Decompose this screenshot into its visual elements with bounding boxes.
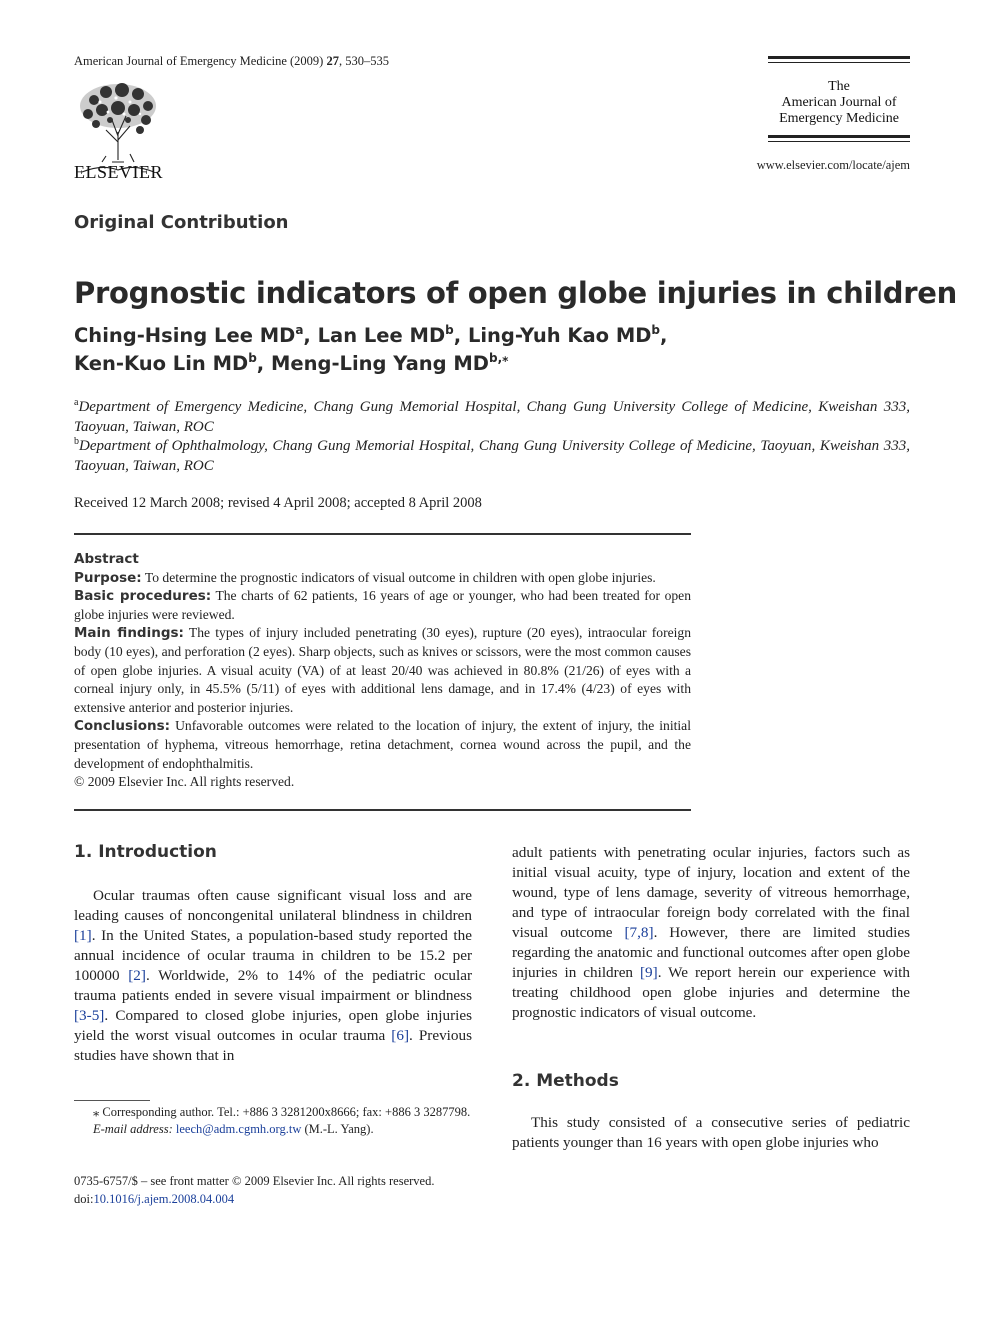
right-column bbox=[512, 843, 910, 1153]
doi-link[interactable]: 10.1016/j.ajem.2008.04.004 bbox=[93, 1191, 235, 1206]
author-name[interactable]: Ling-Yuh Kao MD bbox=[467, 324, 652, 347]
masthead-rule bbox=[768, 141, 910, 142]
email-note bbox=[74, 1121, 472, 1138]
section-heading-methods: 2. Methods bbox=[512, 1071, 619, 1091]
abstract-label: Main findings: bbox=[74, 625, 184, 642]
section-heading-introduction: 1. Introduction bbox=[74, 842, 217, 862]
publisher-logo-text: ELSEVIER bbox=[74, 162, 163, 182]
author-affiliation-mark: a bbox=[295, 323, 304, 337]
doi-label: doi: bbox=[74, 1191, 94, 1206]
citation-link[interactable]: [2] bbox=[128, 967, 146, 984]
intro-paragraph bbox=[74, 886, 472, 1066]
citation-link[interactable]: [3-5] bbox=[74, 1007, 105, 1024]
affiliation-text: Department of Emergency Medicine, Chang Gung Memorial Hospital, Chang Gung University College of Medicine, Kweishan 333, Taoyuan, Taiwan, ROC bbox=[74, 399, 910, 435]
abstract-bottom-rule bbox=[74, 809, 691, 811]
email-link[interactable]: leech@adm.cgmh.org.tw bbox=[175, 1121, 302, 1136]
issn-line: 0735-6757/$ – see front matter © 2009 Elsevier Inc. All rights reserved. bbox=[74, 1174, 435, 1188]
body-text: . However, there are limited studies regarding the anatomic and functional outcomes after open globe injuries in children bbox=[512, 924, 910, 981]
abstract-label: Purpose: bbox=[74, 569, 142, 586]
body-text: adult patients with penetrating ocular injuries, factors such as initial visual acuity, type of injury, location and extent of the wound, type of lens damage, severity of vitreous hemorrhage, and type of intraocular foreign body correlated with the final visual outcome bbox=[512, 844, 910, 941]
author-name[interactable]: Ching-Hsing Lee MD bbox=[74, 324, 296, 347]
author-separator: , bbox=[660, 324, 668, 347]
citation-link[interactable]: [7,8] bbox=[624, 924, 654, 941]
corresponding-author-note: ⁎ Corresponding author. Tel.: +886 3 3281200x8666; fax: +886 3 3287798. bbox=[93, 1105, 471, 1119]
author-separator: , bbox=[256, 352, 271, 375]
abstract-findings bbox=[74, 624, 691, 717]
body-text: . Worldwide, 2% to 14% of the pediatric ocular trauma patients ended in severe visual impairment or blindness bbox=[74, 967, 472, 1004]
email-suffix: (M.-L. Yang). bbox=[301, 1121, 374, 1136]
affiliation bbox=[74, 398, 910, 437]
author-name[interactable]: Meng-Ling Yang MD bbox=[270, 352, 489, 375]
abstract-text: Unfavorable outcomes were related to the location of injury, the extent of injury, the initial presentation of hyphema, vitreous hemorrhage, retina detachment, cornea wound across the pupil, and the development of endophthalmitis. bbox=[74, 718, 691, 771]
author-name[interactable]: Ken-Kuo Lin MD bbox=[74, 352, 249, 375]
body-text: . Compared to closed globe injuries, open globe injuries yield the worst visual outcomes in ocular trauma bbox=[74, 1007, 472, 1044]
journal-citation bbox=[74, 54, 389, 69]
front-matter bbox=[74, 1173, 474, 1208]
abstract-text: The types of injury included penetrating (30 eyes), rupture (20 eyes), intraocular foreign body (10 eyes), and perforation (2 eyes). Sharp objects, such as knives or scissors, were the most common causes of open globe injuries. A visual acuity (VA) of at least 20/40 was achieved in 80.8% (21/26) of eyes with a corneal injury only, in 45.5% (5/11) of eyes with additional lens damage, and in 17.4% (4/23) of eyes with extensive anterior and posterior injuries. bbox=[74, 625, 691, 715]
author-separator: , bbox=[303, 324, 318, 347]
journal-url[interactable]: www.elsevier.com/locate/ajem bbox=[756, 158, 910, 172]
author-separator: , bbox=[453, 324, 468, 347]
abstract-procedures bbox=[74, 587, 691, 624]
author-affiliation-mark: b bbox=[248, 351, 257, 365]
footnote bbox=[74, 1104, 472, 1137]
left-column bbox=[74, 842, 472, 1066]
body-text: . We report herein our experience with treating childhood open globe injuries and determine the prognostic indicators of visual outcome. bbox=[512, 964, 910, 1021]
body-text: Ocular traumas often cause significant visual loss and are leading causes of noncongenital unilateral blindness in children bbox=[74, 887, 472, 924]
author-name[interactable]: Lan Lee MD bbox=[317, 324, 446, 347]
journal-title-line: American Journal of bbox=[781, 95, 897, 110]
email-label: E-mail address: bbox=[93, 1121, 173, 1136]
abstract-copyright: © 2009 Elsevier Inc. All rights reserved. bbox=[74, 774, 295, 790]
abstract-label: Conclusions: bbox=[74, 718, 171, 735]
journal-title bbox=[768, 63, 910, 135]
doi-line bbox=[74, 1191, 474, 1209]
methods-paragraph: This study consisted of a consecutive series of pediatric patients younger than 16 years with open globe injuries who bbox=[512, 1114, 910, 1151]
author-affiliation-mark: b bbox=[651, 323, 661, 337]
citation-link[interactable]: [9] bbox=[639, 964, 658, 981]
journal-title-line: Emergency Medicine bbox=[779, 111, 899, 126]
author-list bbox=[74, 322, 834, 378]
abstract-label: Basic procedures: bbox=[74, 588, 212, 605]
citation-journal: American Journal of Emergency Medicine (2009) bbox=[74, 54, 327, 68]
affiliations bbox=[74, 398, 910, 476]
abstract-text: To determine the prognostic indicators of visual outcome in children with open globe injuries. bbox=[141, 569, 656, 585]
abstract-top-rule bbox=[74, 533, 691, 535]
affiliation-mark: b bbox=[74, 436, 79, 447]
affiliation bbox=[74, 437, 910, 476]
body-text: . In the United States, a population-based study reported the annual incidence of ocular trauma in children to be 15.2 per 100000 bbox=[74, 927, 472, 984]
abstract-heading: Abstract bbox=[74, 551, 139, 567]
citation-volume: 27 bbox=[326, 54, 339, 68]
received-dates: Received 12 March 2008; revised 4 April 2008; accepted 8 April 2008 bbox=[74, 495, 482, 511]
abstract-conclusions bbox=[74, 717, 691, 773]
affiliation-mark: a bbox=[74, 397, 79, 408]
abstract bbox=[74, 550, 691, 792]
citation-link[interactable]: [1] bbox=[74, 927, 92, 944]
masthead-rule bbox=[768, 56, 910, 59]
abstract-purpose bbox=[74, 569, 691, 588]
journal-masthead bbox=[768, 56, 910, 142]
author-affiliation-mark[interactable]: b,⁎ bbox=[489, 351, 509, 365]
masthead-rule bbox=[768, 135, 910, 138]
article-title: Prognostic indicators of open globe injuries in children bbox=[74, 276, 957, 310]
article-type: Original Contribution bbox=[74, 212, 289, 233]
intro-paragraph-continued bbox=[512, 843, 910, 1023]
abstract-text: The charts of 62 patients, 16 years of age or younger, who had been treated for open globe injuries were reviewed. bbox=[74, 588, 692, 622]
author-affiliation-mark: b bbox=[445, 323, 454, 337]
footnote-rule bbox=[74, 1100, 150, 1101]
citation-link[interactable]: [6] bbox=[391, 1027, 410, 1044]
body-text: . Previous studies have shown that in bbox=[74, 1027, 472, 1064]
journal-title-line: The bbox=[828, 79, 850, 94]
affiliation-text: Department of Ophthalmology, Chang Gung Memorial Hospital, Chang Gung University College of Medicine, Taoyuan, Kweishan 333, Taoyuan, Taiwan, ROC bbox=[74, 438, 910, 474]
citation-pages: , 530–535 bbox=[338, 54, 389, 68]
